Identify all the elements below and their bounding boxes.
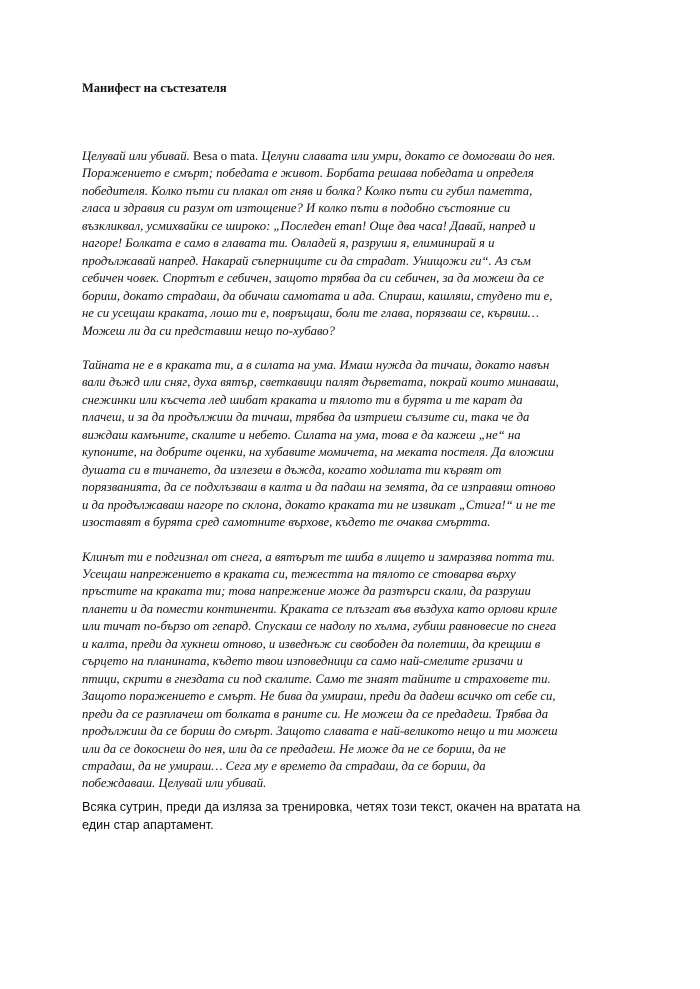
paragraph-line: птици, скрити в гнездата си под скалите. Само те знаят тайните и страховете ти. [82, 671, 551, 686]
paragraph-line: страдаш, да не умираш… Сега му е времето да страдаш, да се бориш, да [82, 758, 486, 773]
paragraph-line [82, 148, 622, 165]
paragraph-line: Поражението е смърт; победата е живот. Борбата решава победата и определя [82, 166, 534, 181]
paragraph-2 [82, 357, 622, 532]
paragraph-line: душата си в тичането, да излезеш в дъжда, когато ходилата ти кървят от [82, 462, 502, 477]
paragraph-line: гласа и здравия си разум от изтощение? И колко пъти в подобно състояние си [82, 201, 511, 216]
paragraph-line: Защото поражението е смърт. Не бива да умираш, преди да дадеш всичко от себе си, [82, 689, 556, 704]
paragraph-line: Можеш ли да си представиш нещо по-хубаво? [82, 323, 335, 338]
paragraph-line: себичен човек. Спортът е себичен, защото трябва да си себичен, за да можеш да се [82, 271, 545, 286]
paragraph-line: плачеш, и за да продължиш да тичаш, трябва да изтриеш сълзите си, така че да [82, 410, 530, 425]
paragraph-line: Тайната не е в краката ти, а в силата на ума. Имаш нужда да тичаш, докато навън [82, 357, 550, 372]
paragraph-line: или тичат по-бързо от гепард. Спускаш се надолу по хълма, губиш равновесие по снега [82, 619, 557, 634]
paragraph-line: и калта, преди да хукнеш отново, и изведнъж си свободен да полетиш, да крещиш в [82, 636, 541, 651]
paragraph-line: и да продължаваш нагоре по склона, докато краката ти не извикат „Стига!“ и не те [82, 497, 556, 512]
paragraph-line: побеждаваш. Целувай или убивай. [82, 776, 267, 791]
paragraph-line: купоните, на добрите оценки, на хубавите момичета, на меката постеля. Да вложиш [82, 445, 554, 460]
text-fragment: Целувай или убивай. [82, 149, 193, 163]
document-title: Манифест на състезателя [82, 81, 227, 95]
paragraph-line: нагоре! Болката е само в главата ти. Овладей я, разруши я, елиминирай я и [82, 236, 495, 251]
text-fragment: Целуни славата или умри, докато се домогваш до нея. [258, 149, 556, 163]
paragraph-line: Клинът ти е подгизнал от снега, а вятърът те шиба в лицето и замразява потта ти. [82, 549, 556, 564]
paragraph-1 [82, 148, 622, 340]
paragraph-line: виждаш камъните, скалите и небето. Силата на ума, това е да кажеш „не“ на [82, 427, 521, 442]
manifesto-body [82, 148, 622, 810]
paragraph-line: Усещаш напрежението в краката си, тежестта на тялото се стоварва върху [82, 566, 516, 581]
paragraph-line: бориш, докато страдаш, да обичаш самотата и ада. Спираш, кашляш, студено ти е, [82, 288, 553, 303]
paragraph-line: или да се докоснеш до нея, или да се предадеш. Не може да не се бориш, да не [82, 741, 506, 756]
paragraph-line: планети и да помести континенти. Краката се плъзгат във въздуха като орлови криле [82, 601, 558, 616]
paragraph-line: продължавай напред. Накарай съперниците си да страдат. Унищожи ги“. Аз съм [82, 253, 531, 268]
paragraph-line: не си усещаш краката, лошо ти е, повръщаш, боли те глава, порязваш се, кървиш… [82, 306, 540, 321]
text-fragment: Besa o mata. [192, 149, 259, 163]
paragraph-line: сърцето на планината, където твои изповедници са само най-смелите гризачи и [82, 654, 523, 669]
closing-line: един стар апартамент. [82, 817, 214, 832]
paragraph-line: вали дъжд или сняг, духа вятър, светкавици палят дърветата, покрай които минаваш, [82, 375, 559, 390]
paragraph-line: победителя. Колко пъти си плакал от гняв и болка? Колко пъти си губил паметта, [82, 183, 533, 198]
paragraph-line: изоставят в бурята сред самотните върхове, където те очаква смъртта. [82, 515, 491, 530]
paragraph-line: пръстите на краката ти; това напрежение може да разтърси скали, да разруши [82, 584, 531, 599]
paragraph-line: снежинки или късчета лед шибат краката и тялото ти в бурята и те карат да [82, 392, 523, 407]
paragraph-line: преди да се разплачеш от болката в раните си. Не можеш да се предадеш. Трябва да [82, 706, 549, 721]
paragraph-3 [82, 549, 622, 793]
paragraph-line: порязванията, да се подхлъзваш в калта и да падаш на земята, да се изправяш отново [82, 480, 556, 495]
paragraph-line: възкликвал, усмихвайки се широко: „Последен етап! Още два часа! Давай, напред и [82, 218, 536, 233]
closing-note [82, 799, 622, 834]
paragraph-line: продължиш да се бориш до смърт. Защото славата е най-великото нещо и ти можеш [82, 724, 558, 739]
closing-line: Всяка сутрин, преди да изляза за тренировка, четях този текст, окачен на вратата на [82, 800, 581, 814]
